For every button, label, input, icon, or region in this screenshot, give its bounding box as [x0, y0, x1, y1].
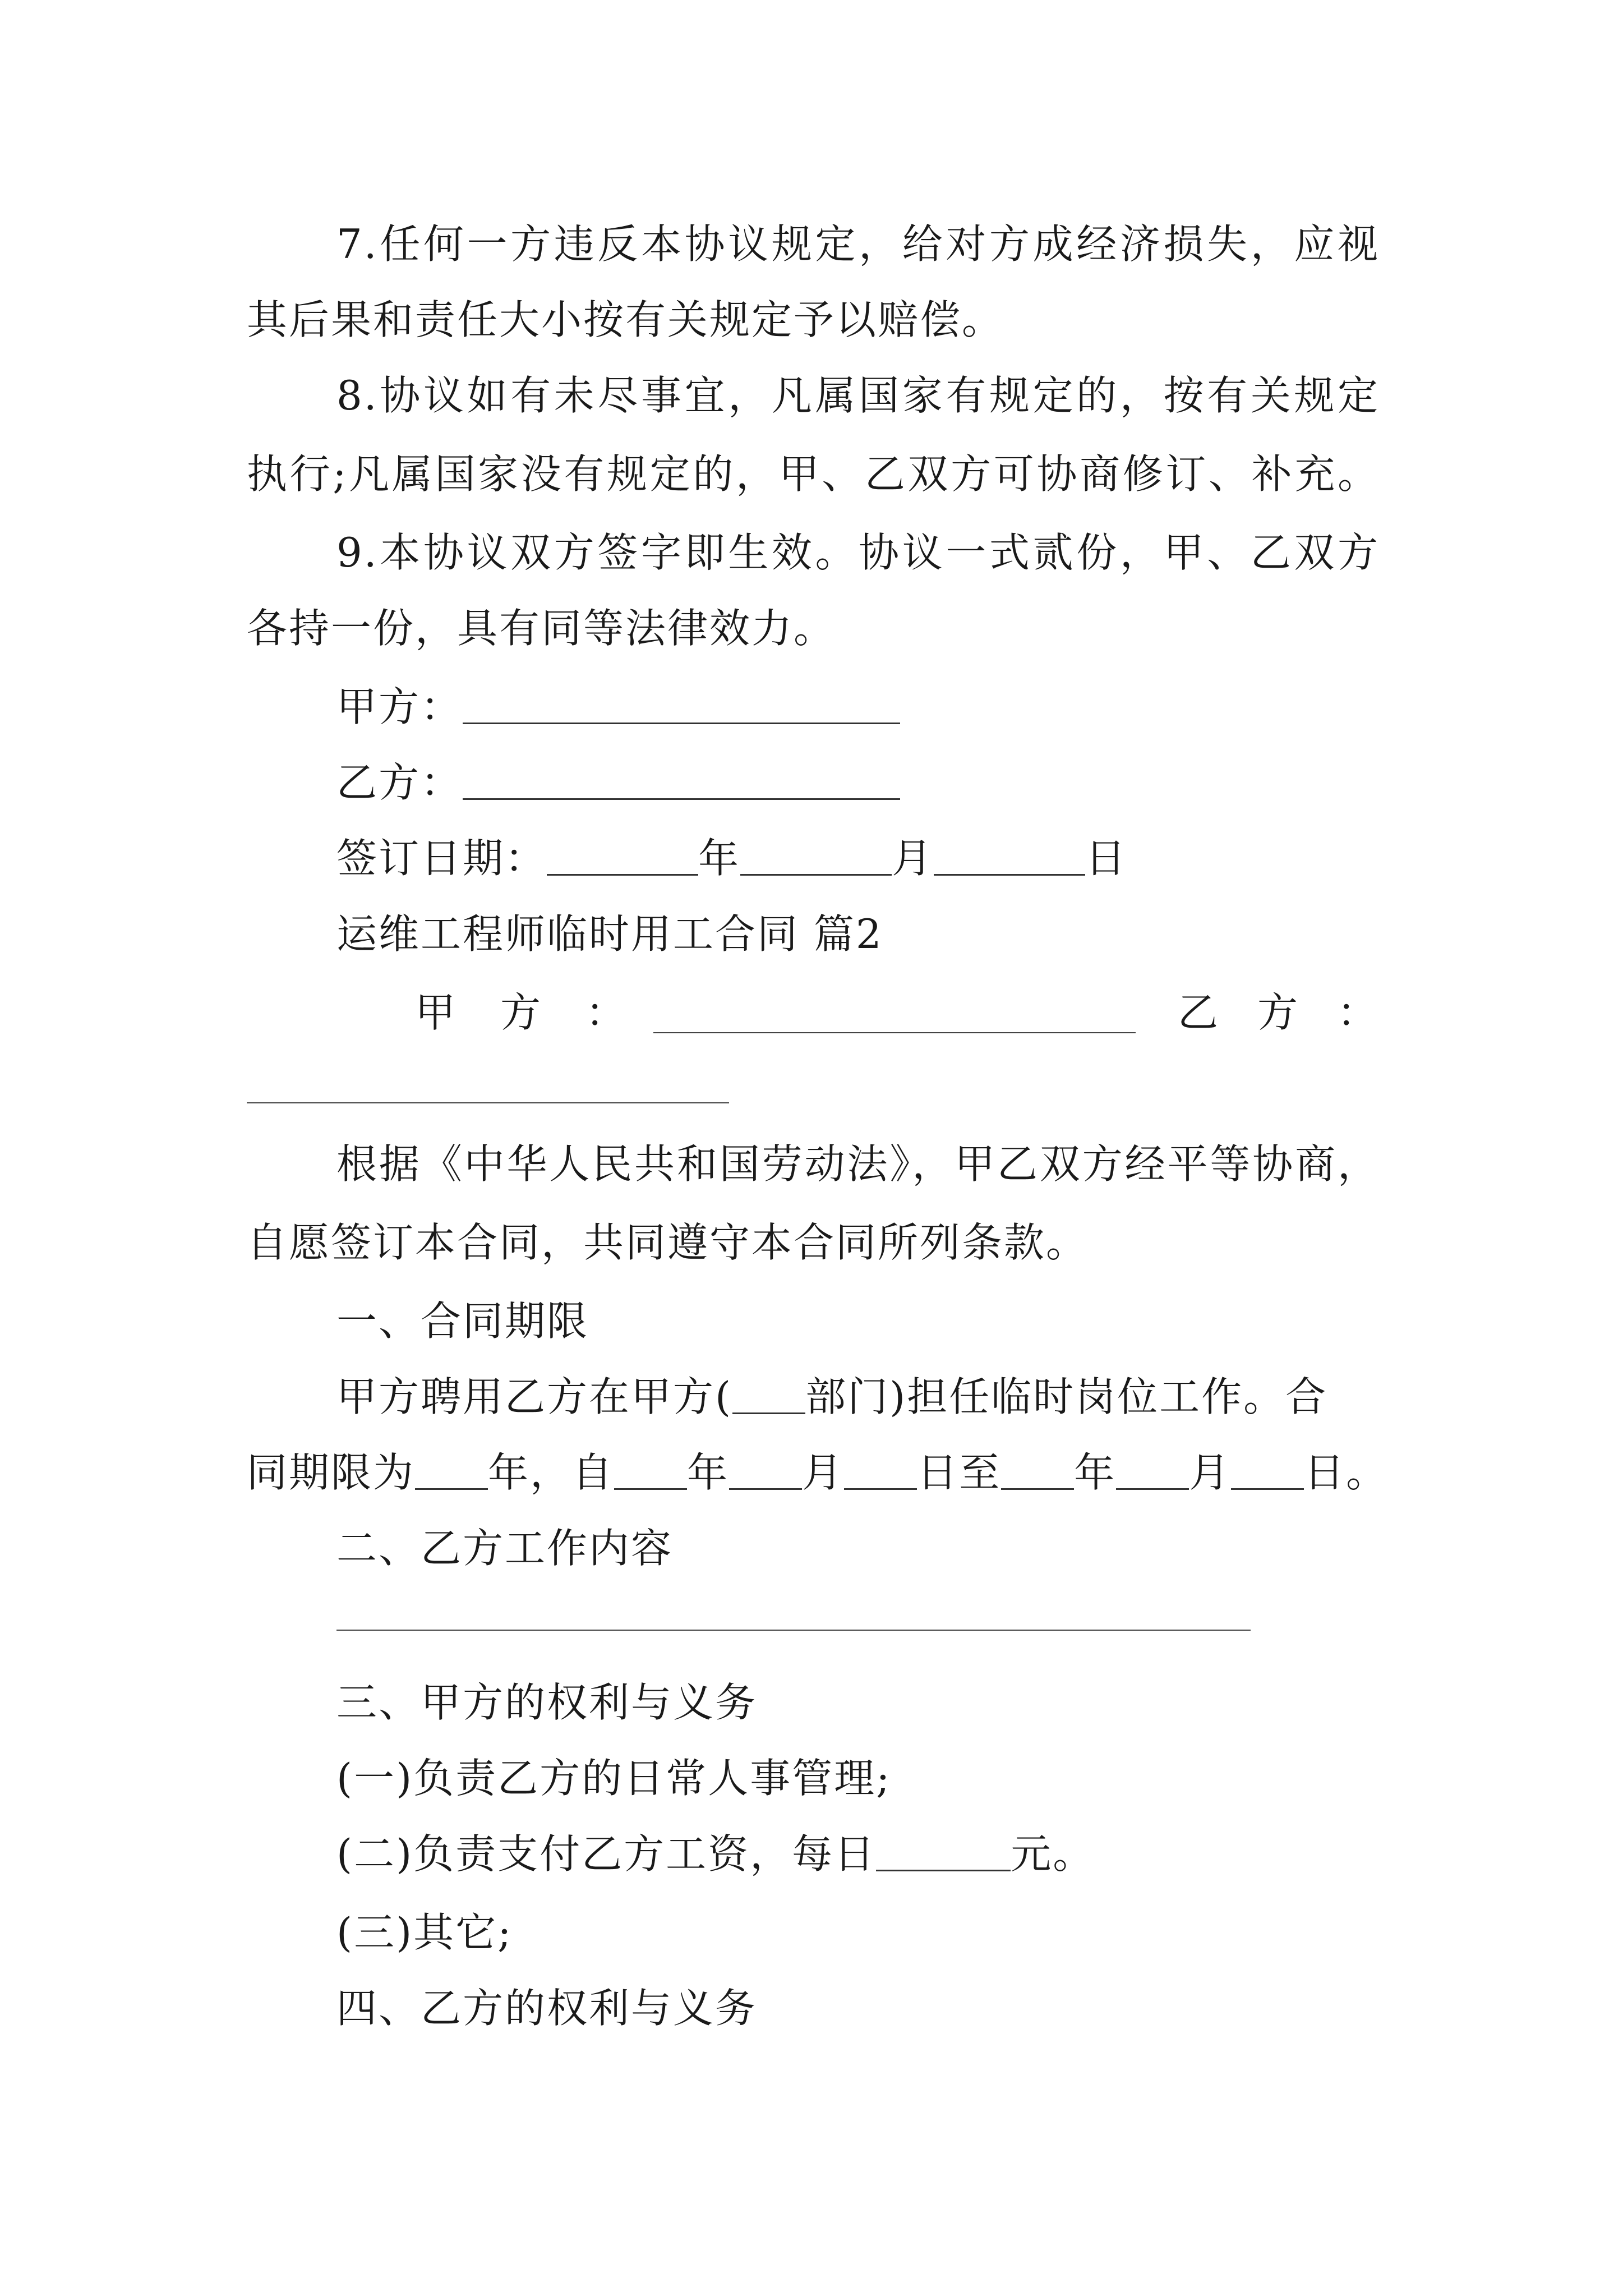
parties-party-a-label: 甲方：: [415, 989, 671, 1036]
clause-7-line-1: 7.任何一方违反本协议规定，给对方成经济损失，应视: [336, 220, 1380, 268]
term-line-2-h: 日。: [1304, 1449, 1389, 1496]
employer-duties-heading: 三、甲方的权利与义务: [336, 1679, 758, 1726]
intro-line-2: 自愿签订本合同，共同遵守本合同所列条款。: [247, 1219, 1089, 1266]
term-line-2-c: 年: [687, 1449, 730, 1496]
signature-party-b-label: 乙方：: [336, 759, 463, 806]
term-line-2-g: 月: [1189, 1449, 1232, 1496]
signature-party-a-blank: [463, 683, 900, 724]
parties-party-a-blank: [653, 1032, 1136, 1033]
term-line-1-b: 部门)担任临时岗位工作。合: [805, 1373, 1328, 1420]
clause-9-line-1: 9.本协议双方签字即生效。协议一式贰份，甲、乙双方: [336, 529, 1380, 576]
term-line-1: [336, 1372, 1327, 1422]
intro-line-1: 根据《中华人民共和国劳动法》，甲乙双方经平等协商，: [336, 1140, 1380, 1188]
signature-party-b-blank: [463, 759, 900, 800]
work-heading: 二、乙方工作内容: [336, 1525, 674, 1572]
employee-duties-heading: 四、乙方的权利与义务: [336, 1985, 758, 2032]
signature-day-label: 日: [1085, 835, 1128, 882]
parties-party-b-blank: [247, 1102, 729, 1103]
term-start-day-blank: [844, 1449, 917, 1490]
term-end-year-blank: [1001, 1449, 1074, 1490]
term-line-2-b: 年，自: [488, 1449, 615, 1496]
term-start-month-blank: [729, 1449, 802, 1490]
signature-year-label: 年: [698, 835, 741, 882]
work-content-blank: [336, 1630, 1251, 1631]
employer-duties-item-2-a: (二)负责支付乙方工资，每日: [336, 1830, 877, 1878]
signature-party-b: [336, 757, 900, 808]
signature-month-label: 月: [892, 835, 934, 882]
signature-party-a-label: 甲方：: [336, 683, 463, 730]
term-end-month-blank: [1116, 1449, 1189, 1490]
clause-8-line-1: 8.协议如有未尽事宜，凡属国家有规定的，按有关规定: [336, 372, 1380, 419]
parties-party-b-label: 乙方：: [1178, 989, 1417, 1036]
term-line-2: [247, 1447, 1388, 1498]
term-line-2-e: 日至: [917, 1449, 1002, 1496]
term-duration-blank: [415, 1449, 488, 1490]
term-line-1-a: 甲方聘用乙方在甲方(: [336, 1373, 733, 1420]
signature-year-blank: [547, 835, 698, 876]
clause-9-line-2: 各持一份，具有同等法律效力。: [247, 605, 836, 652]
employer-duties-item-2: [336, 1829, 1095, 1879]
signature-month-blank: [740, 835, 892, 876]
employer-duties-item-2-b: 元。: [1011, 1830, 1095, 1878]
employer-duties-item-3: (三)其它;: [336, 1909, 513, 1956]
clause-7-line-2: 其后果和责任大小按有关规定予以赔偿。: [247, 296, 1004, 343]
term-end-day-blank: [1231, 1449, 1304, 1490]
employer-duties-item-1: (一)负责乙方的日常人事管理;: [336, 1755, 892, 1802]
section-2-title: 运维工程师临时用工合同 篇2: [336, 910, 883, 958]
term-start-year-blank: [614, 1449, 687, 1490]
term-line-2-a: 同期限为: [247, 1449, 416, 1496]
signature-day-blank: [934, 835, 1085, 876]
signature-date-label: 签订日期：: [336, 835, 547, 882]
term-line-2-d: 月: [802, 1449, 845, 1496]
term-line-2-f: 年: [1074, 1449, 1117, 1496]
clause-8-line-2: 执行;凡属国家没有规定的，甲、乙双方可协商修订、补充。: [247, 450, 1380, 498]
daily-wage-blank: [876, 1830, 1011, 1871]
signature-party-a: [336, 682, 900, 732]
term-heading: 一、合同期限: [336, 1297, 589, 1345]
term-department-blank: [732, 1373, 805, 1414]
signature-date: [336, 833, 1127, 884]
